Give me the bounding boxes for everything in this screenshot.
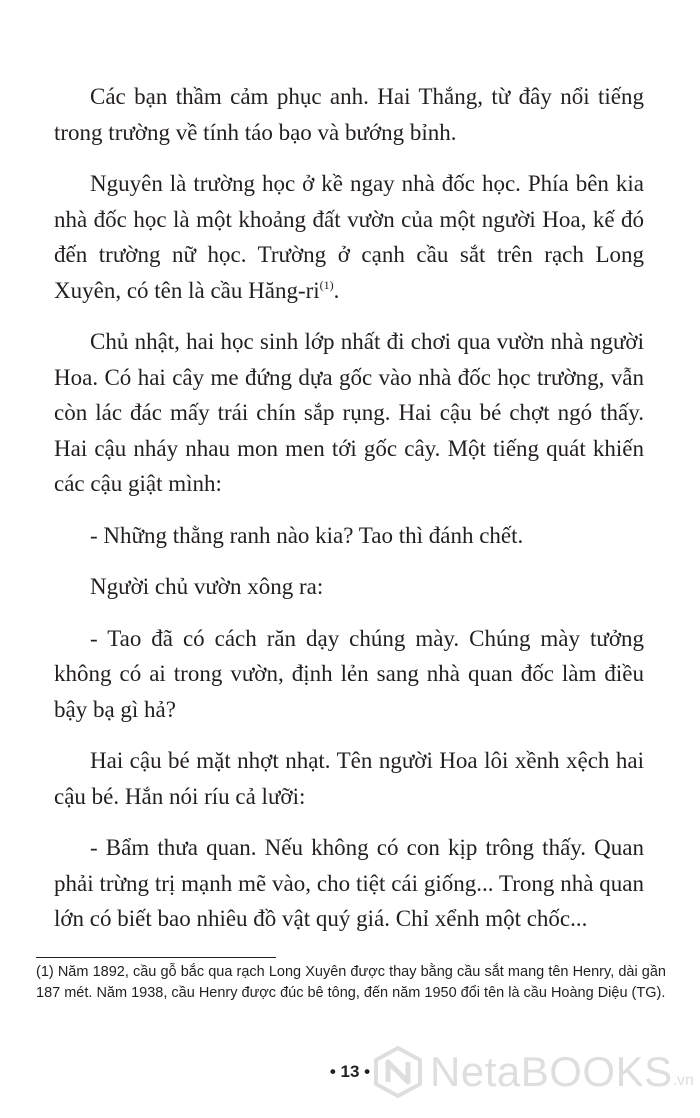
paragraph: Hai cậu bé mặt nhợt nhạt. Tên người Hoa lôi xềnh xệch hai cậu bé. Hắn nói ríu cả lưỡi: bbox=[54, 748, 644, 809]
paragraph: Chủ nhật, hai học sinh lớp nhất đi chơi qua vườn nhà người Hoa. Có hai cây me đứng dựa gốc vào nhà đốc học trường, vẫn còn lác đác mấy trái chín sắp rụng. Hai cậu bé chợt ngó thấy. Hai cậu nháy nhau mon men tới gốc cây. Một tiếng quát khiến các cậu giật mình: bbox=[54, 329, 644, 496]
footnote-divider bbox=[36, 957, 276, 958]
paragraph: - Bẩm thưa quan. Nếu không có con kịp trông thấy. Quan phải trừng trị mạnh mẽ vào, cho tiệt cái giống... Trong nhà quan lớn có biết bao nhiêu đồ vật quý giá. Chỉ xểnh một chốc... bbox=[54, 835, 644, 931]
paragraph-with-footnote bbox=[54, 166, 644, 308]
paragraph-end: . bbox=[333, 277, 340, 303]
footnote-reference: (1) bbox=[319, 277, 334, 292]
paragraph: - Tao đã có cách răn dạy chúng mày. Chúng mày tưởng không có ai trong vườn, định lẻn sang nhà quan đốc làm điều bậy bạ gì hả? bbox=[54, 625, 644, 722]
netabooks-logo-icon bbox=[372, 1046, 424, 1098]
main-text bbox=[54, 79, 644, 953]
paragraph-text: Nguyên là trường học ở kề ngay nhà đốc học. Phía bên kia nhà đốc học là một khoảng đất vườn của một người Hoa, kế đó đến trường nữ học. Trường ở cạnh cầu sắt trên rạch Long Xuyên, có tên là cầu Hăng-ri bbox=[54, 171, 644, 303]
page-number: • 13 • bbox=[329, 1062, 371, 1081]
paragraph: Các bạn thầm cảm phục anh. Hai Thắng, từ đây nổi tiếng trong trường về tính táo bạo và bướng bỉnh. bbox=[54, 84, 644, 145]
watermark-logo bbox=[372, 1042, 694, 1102]
paragraph: Người chủ vườn xông ra: bbox=[90, 574, 324, 599]
watermark-text: NetaBOOKS bbox=[430, 1048, 673, 1095]
footnote: (1) Năm 1892, cầu gỗ bắc qua rạch Long Xuyên được thay bằng cầu sắt mang tên Henry, dài gần 187 mét. Năm 1938, cầu Henry được đúc bê tông, đến năm 1950 đổi tên là cầu Hoàng Diệu (TG). bbox=[36, 964, 666, 1001]
watermark-suffix: .vn bbox=[672, 1072, 694, 1089]
paragraph: - Những thằng ranh nào kia? Tao thì đánh chết. bbox=[90, 522, 524, 548]
